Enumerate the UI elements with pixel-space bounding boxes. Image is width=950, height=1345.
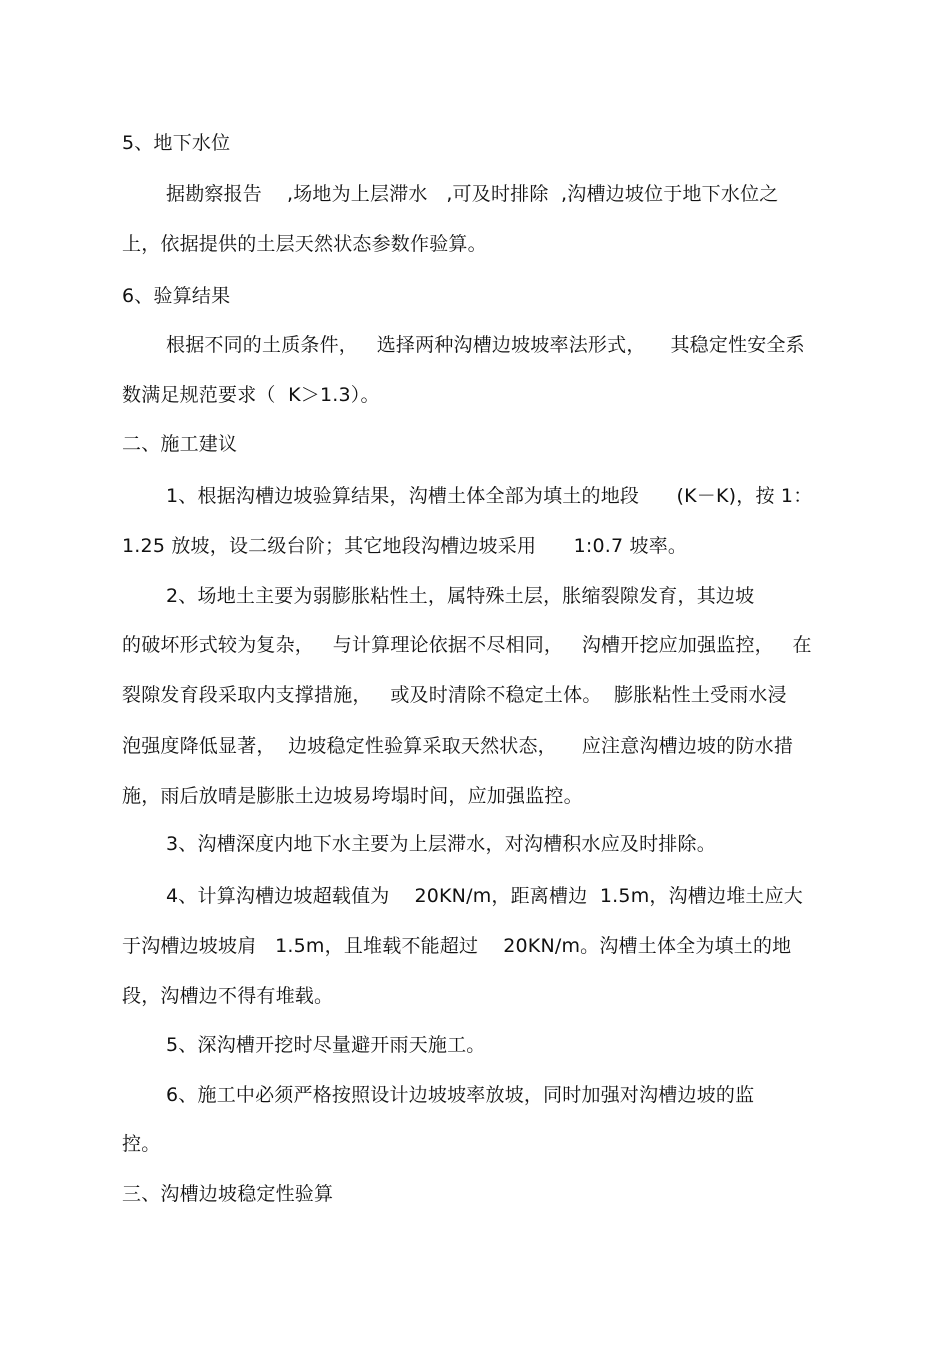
paragraph-line: 4、计算沟槽边坡超载值为 20KN/m，距离槽边 1.5m，沟槽边堆土应大 xyxy=(166,885,804,907)
paragraph-line: 控。 xyxy=(122,1133,161,1155)
paragraph-line: 根据不同的土质条件， 选择两种沟槽边坡坡率法形式， 其稳定性安全系 xyxy=(166,334,805,356)
paragraph-line: 上，依据提供的土层天然状态参数作验算。 xyxy=(122,233,487,255)
paragraph-line: 段，沟槽边不得有堆载。 xyxy=(122,985,334,1007)
paragraph-line: 的破坏形式较为复杂， 与计算理论依据不尽相同， 沟槽开挖应加强监控， 在 xyxy=(122,634,812,656)
paragraph-line: 2、场地土主要为弱膨胀粘性土，属特殊土层，胀缩裂隙发育，其边坡 xyxy=(166,585,755,607)
paragraph-line: 数满足规范要求（ K＞1.3）。 xyxy=(122,384,380,406)
paragraph-line: 裂隙发育段采取内支撑措施， 或及时清除不稳定土体。 膨胀粘性土受雨水浸 xyxy=(122,684,787,706)
paragraph-line: 3、沟槽深度内地下水主要为上层滞水，对沟槽积水应及时排除。 xyxy=(166,833,716,855)
paragraph-line: 泡强度降低显著， 边坡稳定性验算采取天然状态， 应注意沟槽边坡的防水措 xyxy=(122,735,794,757)
paragraph-line: 据勘察报告 ,场地为上层滞水 ,可及时排除 ,沟槽边坡位于地下水位之 xyxy=(166,183,779,205)
paragraph-line: 5、深沟槽开挖时尽量避开雨天施工。 xyxy=(166,1034,486,1056)
paragraph-line: 于沟槽边坡坡肩 1.5m，且堆载不能超过 20KN/m。沟槽土体全为填土的地 xyxy=(122,935,792,957)
heading-results: 6、验算结果 xyxy=(122,285,231,307)
heading-construction-advice: 二、施工建议 xyxy=(122,433,238,455)
paragraph-line: 1.25 放坡，设二级台阶；其它地段沟槽边坡采用 1:0.7 坡率。 xyxy=(122,535,688,557)
paragraph-line: 6、施工中必须严格按照设计边坡坡率放坡，同时加强对沟槽边坡的监 xyxy=(166,1084,755,1106)
heading-groundwater: 5、地下水位 xyxy=(122,132,231,154)
heading-slope-stability: 三、沟槽边坡稳定性验算 xyxy=(122,1183,334,1205)
paragraph-line: 1、根据沟槽边坡验算结果，沟槽土体全部为填土的地段 (K－K)，按 1： xyxy=(166,485,813,507)
paragraph-line: 施，雨后放晴是膨胀土边坡易垮塌时间，应加强监控。 xyxy=(122,785,583,807)
